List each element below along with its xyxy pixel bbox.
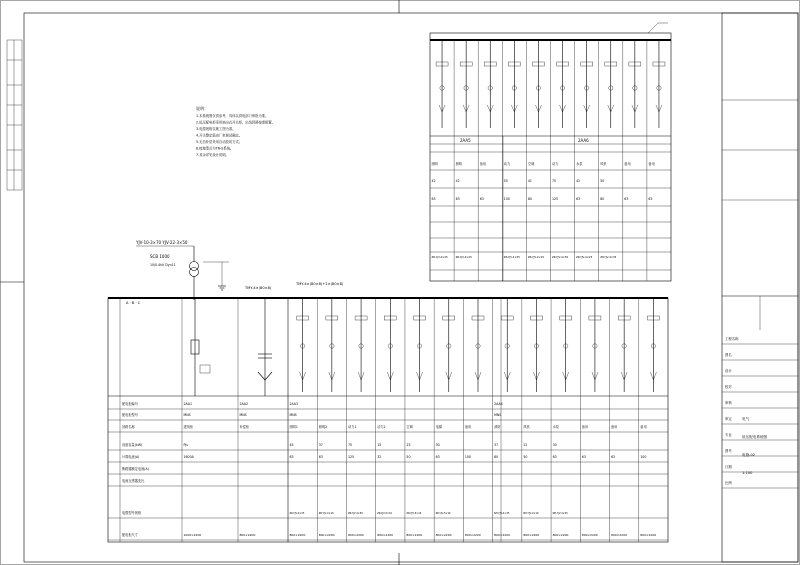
circuit-name: 进线柜 — [183, 425, 194, 429]
circuit-name: 消防 — [494, 425, 501, 429]
upper-panel-id-1: 2AA5 — [460, 138, 471, 143]
circuit-amp: 80 — [494, 455, 499, 459]
circuit-kw: 22 — [523, 443, 528, 447]
panel-size: 800×2200 — [611, 533, 627, 537]
circuit-name: 电梯 — [435, 425, 443, 429]
panel-size: 800×2200 — [523, 533, 540, 537]
panel-size: 800×2200 — [239, 533, 256, 537]
title-block-label: 图号 — [725, 449, 732, 453]
transformer-note: 10/0.4kV Dyn11 — [150, 263, 176, 267]
circuit-name: 空调 — [527, 162, 535, 166]
circuit-amp: 80 — [600, 197, 605, 201]
circuit-kw: 37 — [494, 443, 499, 447]
panel-id: 2AA4 — [494, 402, 503, 406]
circuit-cable: ZR-YJV-4×25 — [527, 256, 545, 259]
circuit-name: 动力 — [552, 162, 559, 166]
circuit-cable: ZR-YJV-4×50 — [347, 512, 363, 515]
circuit-amp: 100 — [503, 197, 510, 201]
panel-id: 2AA1 — [183, 402, 193, 406]
circuit-kw: 45 — [289, 443, 294, 447]
circuit-kw: 50 — [600, 179, 605, 183]
panel-type: MNS — [239, 413, 247, 417]
panel-size: 800×2200 — [318, 533, 335, 537]
circuit-kw: Pjs — [183, 443, 188, 447]
title-block-label: 设计 — [725, 369, 732, 373]
circuit-amp: 63 — [479, 197, 484, 201]
circuit-name: 水泵 — [552, 425, 559, 429]
circuit-name: 备用 — [479, 162, 487, 166]
circuit-name: 照明1 — [289, 425, 298, 429]
circuit-kw: 25 — [406, 443, 411, 447]
note-line: 6.接地型式为TN-S系统。 — [196, 146, 234, 151]
circuit-cable: NH-YJV-4×16 — [523, 512, 539, 515]
panel-type: MNS — [494, 413, 502, 417]
circuit-cable: ZR-YJV-4×25 — [289, 512, 305, 515]
circuit-amp: 63 — [576, 197, 581, 201]
circuit-amp: 125 — [552, 197, 559, 201]
note-line: 2.低压配电柜采用抽出式开关柜，出线回路按需配置。 — [196, 120, 275, 125]
row-label: 电缆型号规格 — [122, 511, 142, 515]
panel-size: 800×2200 — [435, 533, 452, 537]
circuit-cable: ZR-YJV-5×16 — [435, 512, 451, 515]
title-block-drawing-title: 低压配电系统图 — [742, 435, 768, 439]
circuit-amp: 63 — [581, 455, 586, 459]
meter-box — [200, 365, 210, 373]
circuit-kw: 42 — [431, 179, 436, 183]
circuit-cable: ZR-YJV-4×16 — [318, 512, 334, 515]
note-line: 5.无功补偿采用自动投切方式。 — [196, 140, 243, 144]
circuit-name: 动力2 — [377, 425, 386, 429]
panel-size: 800×2200 — [581, 533, 598, 537]
feeder-cable-label: YJV-10-3×70 YJV-22-3×50 — [136, 240, 188, 245]
circuit-amp: 80 — [527, 197, 532, 201]
title-block-label: 日期 — [725, 465, 732, 469]
circuit-kw: 30 — [552, 443, 557, 447]
circuit-name: 补偿柜 — [239, 425, 250, 429]
circuit-amp: 63 — [435, 455, 440, 459]
circuit-name: 动力1 — [347, 425, 357, 429]
circuit-name: 照明2 — [318, 425, 328, 429]
circuit-amp: 63 — [552, 455, 557, 459]
circuit-amp: 125 — [347, 455, 355, 459]
row-label: 电流互感器变比 — [122, 479, 145, 483]
panel-id: 2AA3 — [289, 402, 299, 406]
circuit-kw: 15 — [377, 443, 382, 447]
title-block-discipline: 电气 — [742, 417, 750, 421]
panel-size: 800×2200 — [347, 533, 364, 537]
circuit-cable: ZR-YJV-4×50 — [552, 256, 569, 259]
circuit-name: 备用 — [611, 425, 618, 429]
circuit-cable: ZR-YJV-4×25 — [455, 256, 472, 259]
panel-type: MNS — [183, 413, 191, 417]
circuit-amp: 1600A — [183, 455, 194, 459]
row-label: 计算电流(A) — [122, 455, 140, 459]
circuit-amp: 63 — [648, 197, 653, 201]
circuit-kw: 55 — [503, 179, 508, 183]
circuit-amp: 63 — [455, 197, 460, 201]
note-line: 3.电缆规格以施工图为准。 — [196, 127, 236, 131]
circuit-name: 照明 — [455, 162, 462, 166]
circuit-amp: 50 — [523, 455, 528, 459]
circuit-kw: 75 — [552, 179, 557, 183]
circuit-amp: 63 — [318, 455, 323, 459]
circuit-name: 备用 — [624, 162, 631, 166]
title-block — [722, 13, 798, 562]
circuit-name: 备用 — [640, 425, 647, 429]
row-label: 配电柜尺寸 — [122, 533, 138, 537]
title-block-label: 专业 — [725, 433, 732, 437]
circuit-cable: NH-YJV-4×25 — [552, 512, 568, 515]
panel-size: 800×2200 — [464, 533, 481, 537]
circuit-name: 备用 — [464, 425, 472, 429]
circuit-amp: 100 — [464, 455, 471, 459]
sheet-border — [1, 1, 800, 565]
circuit-amp: 100 — [640, 455, 647, 459]
circuit-kw: 42 — [576, 179, 581, 183]
panel-type: MNS — [289, 413, 297, 417]
title-block-drawing-no: 电施-02 — [742, 453, 756, 457]
circuit-kw: 41 — [527, 179, 532, 183]
circuit-name: 照明 — [431, 162, 438, 166]
circuit-amp: 63 — [624, 197, 629, 201]
circuit-kw: 37 — [318, 443, 323, 447]
circuit-name: 空调 — [406, 425, 413, 429]
circuit-kw: 30 — [435, 443, 440, 447]
upper-panel-id-2: 2AA6 — [578, 138, 589, 143]
row-label: 配电柜型号 — [122, 413, 138, 417]
circuit-kw: 75 — [347, 443, 353, 447]
circuit-cable: ZR-YJV-4×35 — [503, 256, 520, 259]
circuit-amp: 63 — [431, 197, 436, 201]
circuit-name: 动力 — [503, 162, 511, 166]
notes-heading: 说明： — [196, 106, 208, 111]
circuit-cable: ZR-YJV-4×35 — [600, 256, 617, 259]
panel-size: 1000×2200 — [183, 533, 202, 537]
circuit-name: 风机 — [600, 162, 607, 166]
title-block-label: 校对 — [725, 385, 732, 389]
row-label: 设备容量(kW) — [122, 443, 143, 447]
note-line: 4.开关整定值由厂家调试确定。 — [196, 133, 243, 138]
main-distribution-section — [108, 298, 668, 542]
title-block-label: 审定 — [725, 417, 732, 421]
row-label: 配电柜编号 — [122, 402, 138, 406]
title-block-label: 审核 — [725, 401, 732, 405]
panel-id: 2AA2 — [239, 402, 249, 406]
circuit-kw: 42 — [455, 179, 460, 183]
circuit-name: 备用 — [648, 162, 655, 166]
row-label: 断路器额定电流(A) — [122, 467, 149, 471]
note-line: 1.本系统图仅供参考，具体以供电部门审批为准。 — [196, 114, 269, 118]
circuit-cable: NH-YJV-4×35 — [494, 512, 510, 515]
circuit-name: 备用 — [581, 425, 589, 429]
design-notes — [196, 105, 275, 157]
circuit-cable: ZR-YJV-4×25 — [576, 256, 593, 259]
title-block-label: 工程名称 — [725, 337, 739, 341]
circuit-amp: 50 — [406, 455, 411, 459]
title-block-scale: 1:100 — [742, 471, 753, 475]
incoming-feeder — [135, 240, 344, 300]
upper-distribution-section — [430, 23, 671, 281]
circuit-cable: ZR-YJV-5×16 — [406, 512, 422, 515]
panel-size: 800×2200 — [552, 533, 569, 537]
title-block-label: 比例 — [725, 481, 732, 485]
circuit-name: 水泵 — [576, 162, 583, 166]
transformer-winding-2 — [190, 268, 199, 277]
panel-size: 800×2200 — [640, 533, 657, 537]
panel-size: 800×2200 — [494, 533, 510, 537]
main-bus-tag: A · B · C — [126, 301, 141, 305]
circuit-amp: 32 — [377, 455, 382, 459]
circuit-cable: ZR-YJV-5×10 — [377, 512, 393, 515]
circuit-name: 风机 — [523, 425, 530, 429]
note-line: 7.其余详见设计说明。 — [196, 153, 229, 157]
circuit-cable: ZR-YJV-4×25 — [431, 256, 448, 259]
busbar-label-2: TMY-4×(80×8)+1×(80×8) — [296, 282, 344, 286]
transformer-label: SCB 1000 — [150, 254, 170, 259]
panel-size: 800×2200 — [406, 533, 423, 537]
panel-size: 800×2200 — [289, 533, 306, 537]
circuit-amp: 63 — [611, 455, 616, 459]
panel-size: 800×2200 — [377, 533, 394, 537]
title-block-label: 图名 — [725, 353, 732, 357]
circuit-amp: 63 — [289, 455, 294, 459]
row-label: 回路名称 — [122, 425, 135, 429]
busbar-label: TMY-4×(80×8) — [245, 286, 272, 290]
binding-strip — [7, 40, 22, 190]
